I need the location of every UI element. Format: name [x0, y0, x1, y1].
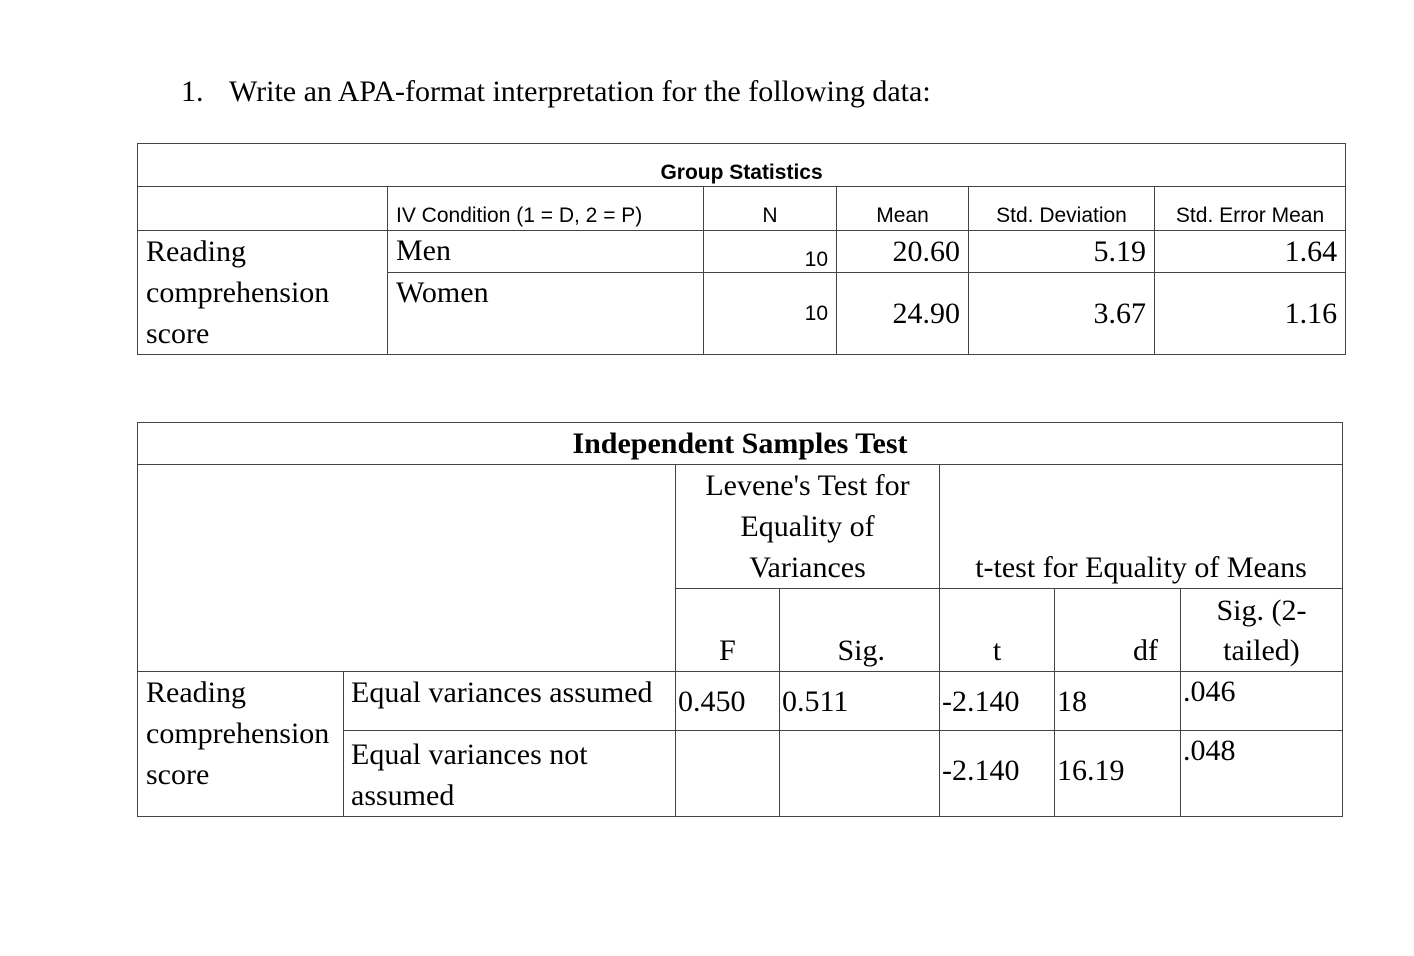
women-sd: 3.67	[969, 273, 1155, 355]
header-empty	[138, 465, 676, 672]
levene-header: Levene's Test for Equality of Variances	[676, 465, 940, 589]
group-statistics-title: Group Statistics	[138, 144, 1346, 187]
row-label-reading-comprehension: Reading comprehension score	[138, 672, 344, 817]
question-number: 1.	[181, 75, 204, 108]
not-assumed-f	[676, 731, 780, 817]
assumed-df: 18	[1055, 672, 1181, 731]
men-mean: 20.60	[837, 231, 969, 273]
header-t: t	[940, 589, 1055, 672]
header-sig-2-tailed: Sig. (2- tailed)	[1181, 589, 1343, 672]
header-n: N	[704, 187, 837, 231]
women-mean: 24.90	[837, 273, 969, 355]
condition-women: Women	[388, 273, 704, 355]
assumed-f: 0.450	[676, 672, 780, 731]
not-assumed-sig	[780, 731, 940, 817]
not-assumed-df: 16.19	[1055, 731, 1181, 817]
equal-variances-not-assumed-label: Equal variances not assumed	[344, 731, 676, 817]
row-label-reading-comprehension: Reading comprehension score	[138, 231, 388, 355]
independent-samples-test-table	[137, 422, 1343, 817]
not-assumed-t: -2.140	[940, 731, 1055, 817]
header-mean: Mean	[837, 187, 969, 231]
header-sig: Sig.	[780, 589, 940, 672]
women-n: 10	[704, 273, 837, 355]
independent-samples-test-title: Independent Samples Test	[138, 423, 1343, 465]
group-statistics-table	[137, 143, 1346, 355]
not-assumed-sig-2-tailed: .048	[1181, 731, 1343, 817]
header-df: df	[1055, 589, 1181, 672]
men-sd: 5.19	[969, 231, 1155, 273]
assumed-t: -2.140	[940, 672, 1055, 731]
question-text: Write an APA-format interpretation for the following data:	[229, 75, 931, 108]
question	[181, 72, 931, 112]
header-iv-condition: IV Condition (1 = D, 2 = P)	[388, 187, 704, 231]
assumed-sig-2-tailed: .046	[1181, 672, 1343, 731]
men-n: 10	[704, 231, 837, 273]
assumed-sig: 0.511	[780, 672, 940, 731]
condition-men: Men	[388, 231, 704, 273]
equal-variances-assumed-label: Equal variances assumed	[344, 672, 676, 731]
women-se: 1.16	[1155, 273, 1346, 355]
men-se: 1.64	[1155, 231, 1346, 273]
header-std-error-mean: Std. Error Mean	[1155, 187, 1346, 231]
header-std-deviation: Std. Deviation	[969, 187, 1155, 231]
ttest-header: t-test for Equality of Means	[940, 465, 1343, 589]
header-f: F	[676, 589, 780, 672]
header-empty	[138, 187, 388, 231]
